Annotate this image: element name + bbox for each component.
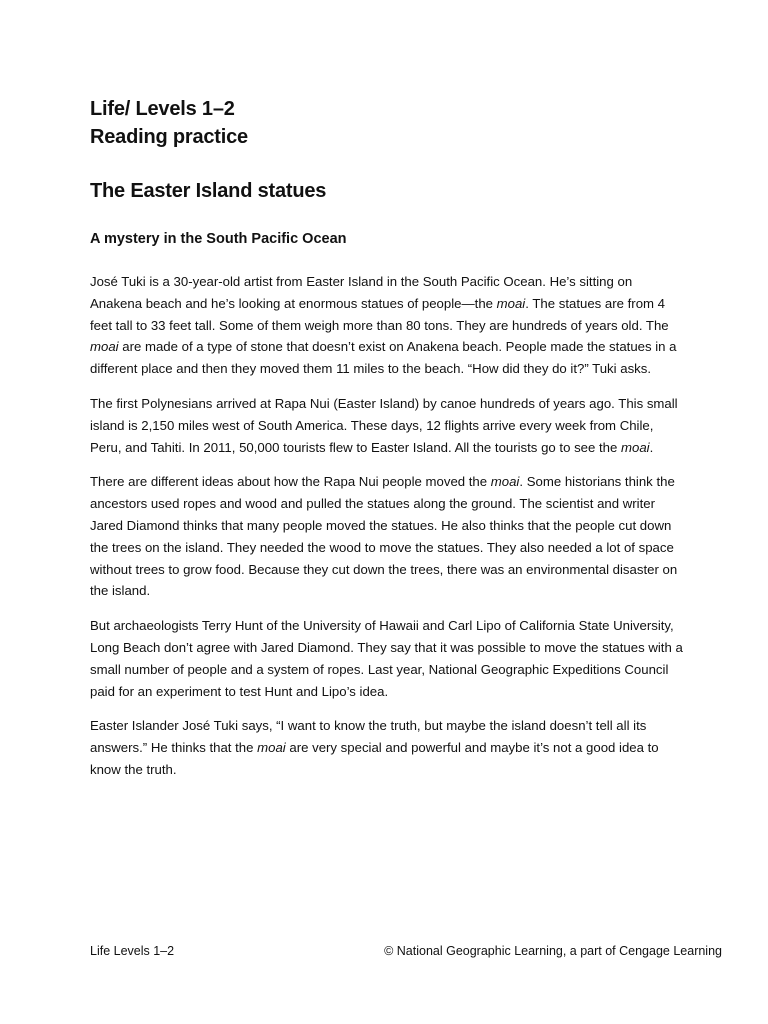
text-run: There are different ideas about how the Rapa Nui people moved the <box>90 474 491 490</box>
text-run: The first Polynesians arrived at Rapa Nui (Easter Island) by canoe hundreds of years ago. This small island is 2,150 miles west of South America. These days, 12 flights arrive every week from Chile, Peru, and Tahiti. In 2011, 50,000 tourists flew to Easter Island. All the tourists go to see the <box>90 395 678 455</box>
text-run: . <box>649 439 654 455</box>
text-run: are very special and powerful and maybe it’s not a good idea to know the truth. <box>90 740 659 777</box>
italic-term: moai <box>621 439 650 455</box>
paragraph-4 <box>90 615 685 702</box>
paragraph-2 <box>90 393 685 458</box>
italic-term: moai <box>496 295 526 311</box>
section-heading: Reading practice <box>90 126 248 148</box>
paragraph-3 <box>90 471 685 602</box>
italic-term: moai <box>490 474 520 490</box>
footer-copyright: © National Geographic Learning, a part of Cengage Learning <box>384 944 722 958</box>
article-body <box>90 271 685 794</box>
paragraph-5 <box>90 715 685 780</box>
italic-term: moai <box>257 740 286 756</box>
text-run: . The statues are from 4 feet tall to 33 feet tall. Some of them weigh more than 80 tons. They are hundreds of years old. The <box>90 295 669 333</box>
text-run: Easter Islander José Tuki says, “I want to know the truth, but maybe the island doesn’t tell all its answers.” He thinks that the <box>90 718 647 756</box>
footer-level-label: Life Levels 1–2 <box>90 944 175 958</box>
course-level-heading: Life/ Levels 1–2 <box>90 98 235 120</box>
text-run: . Some historians think the ancestors used ropes and wood and pulled the statues along the ground. The scientist and writer Jared Diamond thinks that many people moved the statues. He also thinks that the people cut down the trees on the island. They needed the wood to move the statues. They also needed a lot of space without trees to grow food. Because they cut down the trees, there was an environmental disaster on the island. <box>90 474 678 599</box>
document-header <box>90 95 248 151</box>
text-run: José Tuki is a 30-year-old artist from Easter Island in the South Pacific Ocean. He’s sitting on Anakena beach and he’s looking at enormous statues of people—the <box>90 274 633 311</box>
paragraph-1 <box>90 271 685 380</box>
text-run: But archaeologists Terry Hunt of the University of Hawaii and Carl Lipo of California State University, Long Beach don’t agree with Jared Diamond. They say that it was possible to move the statues with a small number of people and a system of ropes. Last year, National Geographic Expeditions Council paid for an experiment to test Hunt and Lipo’s idea. <box>90 618 683 699</box>
article-subtitle: A mystery in the South Pacific Ocean <box>90 231 347 247</box>
text-run: are made of a type of stone that doesn’t exist on Anakena beach. People made the statues in a different place and then they moved them 11 miles to the beach. “How did they do it?” Tuki asks. <box>90 339 677 377</box>
article-title: The Easter Island statues <box>90 180 327 202</box>
italic-term: moai <box>90 339 119 355</box>
